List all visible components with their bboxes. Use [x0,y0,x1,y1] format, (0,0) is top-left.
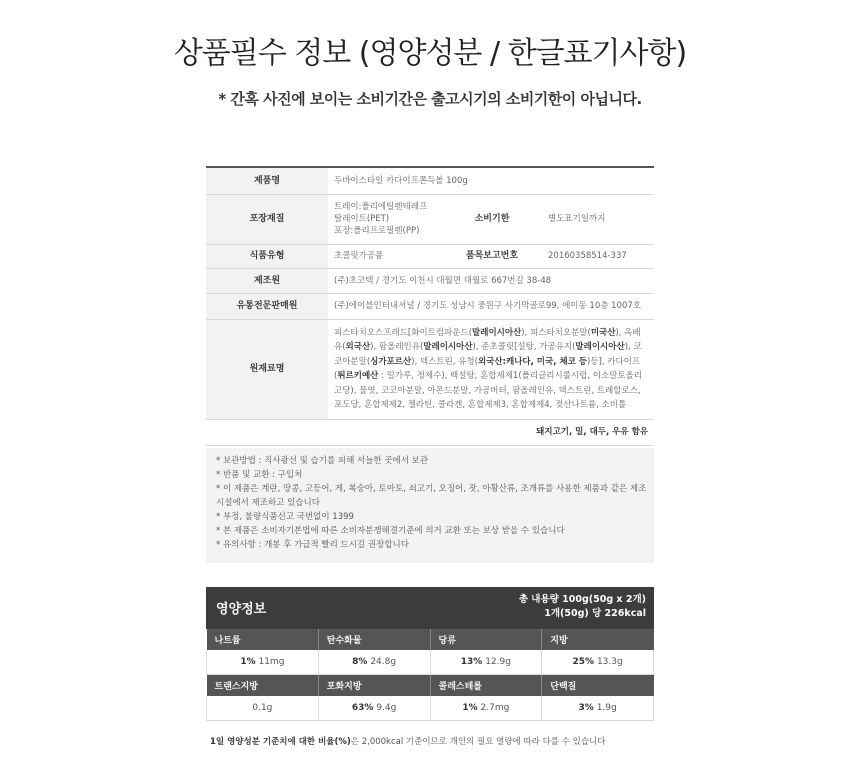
ingredients-origin: 말레이시아산 [423,342,473,352]
nutrient-value [318,650,430,675]
ingredients-text: )등], 카다이프( [334,356,641,381]
nutrient-pct: 8% [352,657,368,667]
nutrient-pct: 25% [572,657,595,667]
expiry-value: 별도표기일까지 [542,194,654,244]
nutrient-label: 포화지방 [318,675,430,697]
note-line: * 유의사항 : 개봉 후 가급적 빨리 드시길 권장합니다 [216,540,409,550]
nutrition-per-serving: 1개(50g) 당 226kcal [544,608,646,619]
nutrient-pct: 63% [351,703,374,713]
nutrition-label-row [207,675,654,697]
ingredients-origin: 말레이시아산 [472,327,522,338]
distributor-value: (주)에이블인터내셔널 / 경기도 성남시 중원구 사기막골로99, 에이동 10층 1007호 [328,293,654,319]
nutrient-pct: 3% [578,703,594,713]
footnote-text: 은 2,000kcal 기준이므로 개인의 필요 열량에 따라 다를 수 있습니다 [350,737,606,747]
nutrition-title: 영양정보 [216,602,267,617]
ingredients-origin: 외국산 [345,342,371,352]
nutrition-summary [519,593,646,621]
expiry-label: 소비기한 [442,194,542,244]
product-info-table [206,166,654,446]
ingredients-text: ), 준초콜릿[설탕, 가공유지( [472,342,576,352]
ingredients-text: ), 팜올레인유( [370,342,424,352]
row-ingredients [206,319,654,419]
distributor-label: 유통전문판매원 [206,293,328,319]
nutrient-amount: 9.4g [376,703,397,713]
nutrient-amount: 2.7mg [480,703,510,713]
nutrient-label: 지방 [542,629,654,650]
row-distributor [206,293,654,319]
food-type-label: 식품유형 [206,244,328,268]
ingredients-origin: 외국산:캐나다, 미국, 체코 등 [477,356,588,367]
ingredients-text: ), 덱스트린, 유청( [411,356,478,367]
nutrient-value [207,650,319,675]
nutrient-value [430,696,542,721]
nutrient-pct: 13% [460,657,483,667]
nutrition-header [206,587,654,629]
nutrient-amount: 24.8g [370,657,397,667]
ingredients-value [328,319,654,419]
nutrition-value-row [207,696,654,721]
ingredients-text: ), 피스타치오분말( [521,327,591,338]
ingredients-origin: 말레이시아산 [575,342,625,352]
nutrition-value-row [207,650,654,675]
nutrient-value [207,696,319,721]
packaging-value [328,194,442,244]
packaging-label: 포장재질 [206,194,328,244]
packaging-line: 트레이:폴리에틸렌테레프 [334,202,428,212]
food-type-value: 초콜릿가공품 [328,244,442,268]
page-title: 상품필수 정보 (영양성분 / 한글표기사항) [173,36,687,71]
nutrition-footnote [210,735,605,747]
nutrient-label: 트랜스지방 [207,675,319,697]
footnote-bold: 1일 영양성분 기준치에 대한 비율(%) [210,737,351,747]
packaging-line: 포장:폴리프로필렌(PP) [334,226,420,236]
nutrient-value [318,696,430,721]
product-name-value: 두바이스타일 카다이프쫀득볼 100g [328,167,654,194]
nutrient-amount: 11mg [258,657,285,667]
allergy-notice: 돼지고기, 밀, 대두, 우유 함유 [206,419,654,445]
packaging-line: 탈레이트(PET) [334,214,390,224]
ingredients-text: ), 옥배유( [334,327,641,352]
nutrient-amount: 1.9g [596,703,617,713]
note-line: * 보관방법 : 직사광선 및 습기를 피해 서늘한 곳에서 보관 [216,456,429,466]
nutrient-value [542,696,654,721]
report-no-label: 품목보고번호 [442,244,542,268]
nutrient-amount: 0.1g [252,703,273,713]
note-line: * 부정, 불량식품신고 국번없이 1399 [216,512,354,522]
nutrient-label: 단백질 [542,675,654,697]
row-product-name [206,167,654,194]
ingredients-origin: 튀르키예산 [337,371,379,381]
nutrient-label: 나트륨 [207,629,319,650]
nutrition-total: 총 내용량 100g(50g x 2개) [518,594,646,605]
nutrient-value [430,650,542,675]
note-line: * 반품 및 교환 : 구입처 [216,470,303,480]
ingredients-text: ), 코코아분말( [334,342,642,367]
row-manufacturer [206,268,654,293]
note-line: * 본 제품은 소비자기본법에 따른 소비자분쟁해결기준에 의거 교환 또는 보상 받을 수 있습니다 [216,526,565,536]
ingredients-text: 피스타치오스프레드[화이트컴파운드( [334,327,473,338]
page-subtitle: * 간혹 사진에 보이는 소비기간은 출고시기의 소비기한이 아닙니다. [218,90,642,108]
nutrient-pct: 1% [240,657,256,667]
row-packaging [206,194,654,244]
ingredients-label: 원재료명 [206,319,328,419]
ingredients-text: : 밀가루, 정제수), 백설탕, 혼합제제1(폴리글리시롤시럽, 이소말토올리고당), 물엿, 코코아분말, 아몬드분말, 가공버터, 팜올레인유, 덱스트린, 트레할로스, 포도당, 혼합제제2, 젤라틴, 콜라겐, 혼합제제3, 혼합제제4, 젖산나트륨, 소비톨 [334,371,643,410]
ingredients-origin: 싱가포르산 [370,356,412,367]
manufacturer-label: 제조원 [206,268,328,293]
nutrient-pct: 1% [462,703,478,713]
row-food-type [206,244,654,268]
row-allergy [206,419,654,445]
nutrition-label-row [207,629,654,650]
notes-box [206,448,654,563]
nutrient-label: 당류 [430,629,542,650]
note-line: 시설에서 제조하고 있습니다 [216,498,320,508]
report-no-value: 20160358514-337 [542,244,654,268]
nutrient-label: 탄수화물 [318,629,430,650]
note-line: * 이 제품은 계란, 땅콩, 고등어, 게, 복숭아, 토마토, 쇠고기, 오징어, 잣, 아황산류, 조개류를 사용한 제품과 같은 제조 [216,484,647,494]
nutrient-label: 콜레스테롤 [430,675,542,697]
nutrient-value [542,650,654,675]
manufacturer-value: (주)초코텍 / 경기도 이천시 대월면 대월로 667번길 38-48 [328,268,654,293]
nutrient-amount: 13.3g [596,657,623,667]
product-name-label: 제품명 [206,167,328,194]
nutrition-table [206,629,654,721]
ingredients-origin: 미국산 [590,327,616,338]
nutrient-amount: 12.9g [485,657,511,667]
